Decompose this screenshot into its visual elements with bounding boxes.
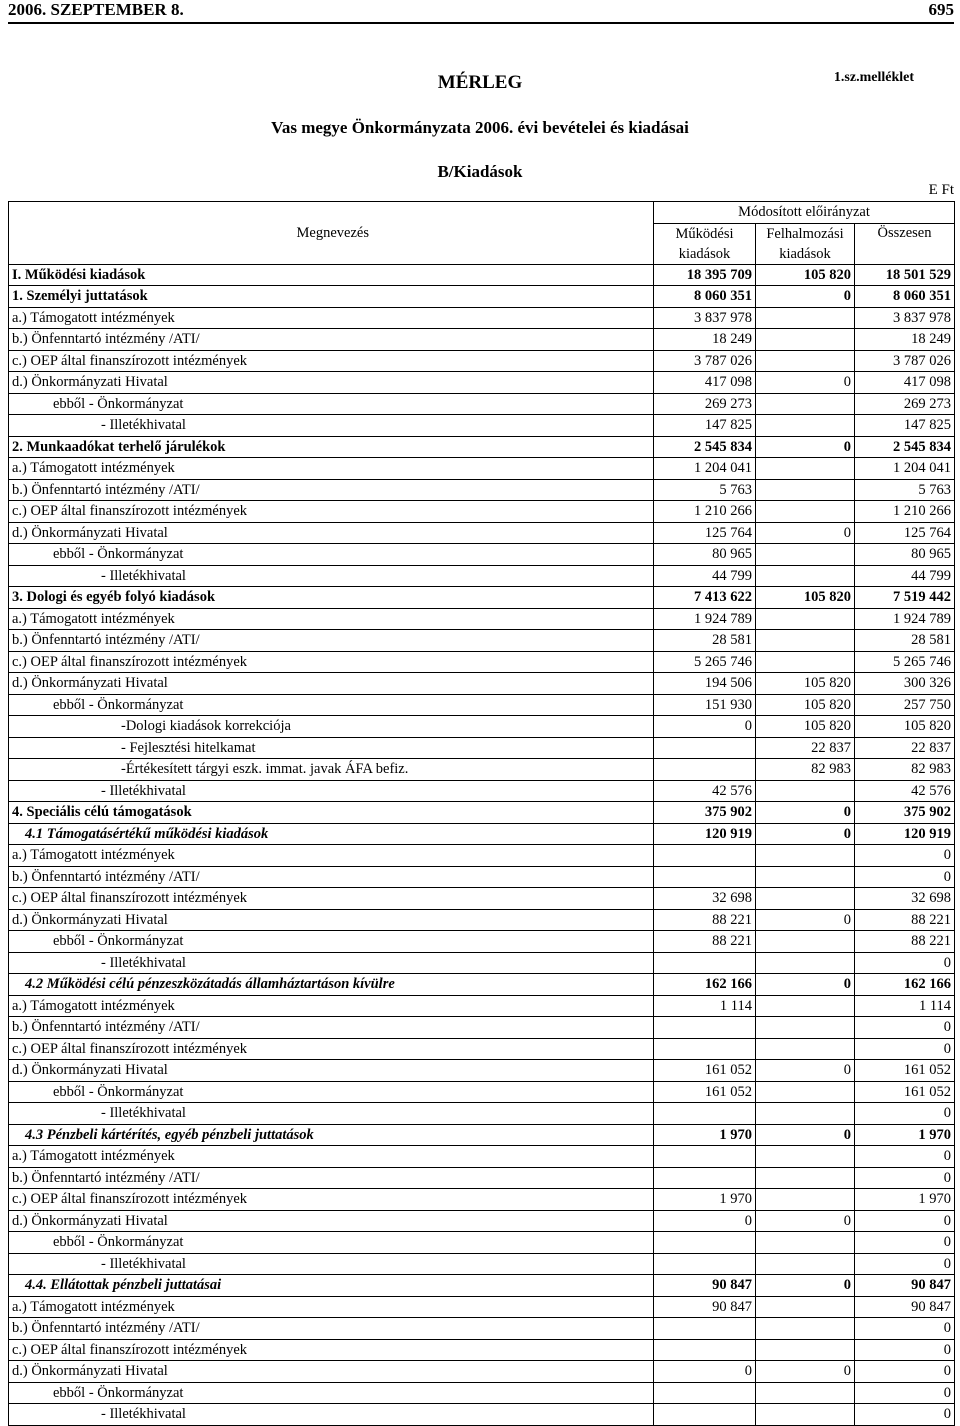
operating-value: 120 919	[654, 823, 756, 845]
total-value: 3 787 026	[855, 350, 955, 372]
capital-value	[756, 1103, 855, 1125]
document-subtitle: Vas megye Önkormányzata 2006. évi bevételei és kiadásai	[271, 118, 689, 137]
total-value: 161 052	[855, 1060, 955, 1082]
operating-value: 417 098	[654, 372, 756, 394]
table-row	[9, 286, 955, 308]
table-row	[9, 952, 955, 974]
capital-value: 0	[756, 1124, 855, 1146]
capital-value	[756, 1167, 855, 1189]
row-label: a.) Támogatott intézmények	[9, 995, 654, 1017]
capital-value	[756, 350, 855, 372]
operating-value: 7 413 622	[654, 587, 756, 609]
row-label: - Illetékhivatal	[9, 1103, 654, 1125]
column-header-total: Összesen	[855, 223, 955, 264]
operating-value	[654, 1318, 756, 1340]
row-label: 4.3 Pénzbeli kártérítés, egyéb pénzbeli juttatások	[9, 1124, 654, 1146]
table-row	[9, 780, 955, 802]
operating-value: 5 763	[654, 479, 756, 501]
row-label: d.) Önkormányzati Hivatal	[9, 1060, 654, 1082]
row-label: 3. Dologi és egyéb folyó kiadások	[9, 587, 654, 609]
table-row	[9, 651, 955, 673]
capital-value: 0	[756, 286, 855, 308]
table-row	[9, 393, 955, 415]
table-row	[9, 1081, 955, 1103]
header-date: 2006. SZEPTEMBER 8.	[8, 0, 184, 19]
row-label: 1. Személyi juttatások	[9, 286, 654, 308]
row-label: d.) Önkormányzati Hivatal	[9, 522, 654, 544]
operating-value: 1 114	[654, 995, 756, 1017]
table-row	[9, 1318, 955, 1340]
total-value: 375 902	[855, 802, 955, 824]
operating-value: 5 265 746	[654, 651, 756, 673]
operating-value	[654, 737, 756, 759]
total-value: 105 820	[855, 716, 955, 738]
total-value: 2 545 834	[855, 436, 955, 458]
operating-value: 90 847	[654, 1275, 756, 1297]
row-label: b.) Önfenntartó intézmény /ATI/	[9, 1318, 654, 1340]
row-label: a.) Támogatott intézmények	[9, 608, 654, 630]
row-label: c.) OEP által finanszírozott intézmények	[9, 888, 654, 910]
row-label: - Illetékhivatal	[9, 780, 654, 802]
row-label: - Fejlesztési hitelkamat	[9, 737, 654, 759]
total-value: 28 581	[855, 630, 955, 652]
operating-value: 1 970	[654, 1124, 756, 1146]
capital-value	[756, 1017, 855, 1039]
operating-value: 269 273	[654, 393, 756, 415]
capital-value: 0	[756, 1361, 855, 1383]
table-row	[9, 1124, 955, 1146]
table-row	[9, 737, 955, 759]
table-row	[9, 1361, 955, 1383]
operating-value: 151 930	[654, 694, 756, 716]
operating-value: 90 847	[654, 1296, 756, 1318]
row-label: c.) OEP által finanszírozott intézmények	[9, 1038, 654, 1060]
operating-value: 3 787 026	[654, 350, 756, 372]
page-header	[8, 0, 954, 24]
total-value: 125 764	[855, 522, 955, 544]
row-label: a.) Támogatott intézmények	[9, 845, 654, 867]
table-row	[9, 479, 955, 501]
table-row	[9, 1167, 955, 1189]
capital-value: 105 820	[756, 264, 855, 286]
table-row	[9, 974, 955, 996]
row-label: a.) Támogatott intézmények	[9, 1296, 654, 1318]
total-value: 80 965	[855, 544, 955, 566]
total-value: 88 221	[855, 909, 955, 931]
row-label: 4.2 Működési célú pénzeszközátadás államháztartáson kívülre	[9, 974, 654, 996]
total-value: 5 763	[855, 479, 955, 501]
capital-value: 0	[756, 1060, 855, 1082]
table-row	[9, 1210, 955, 1232]
table-row	[9, 1404, 955, 1426]
operating-value	[654, 845, 756, 867]
capital-value	[756, 1382, 855, 1404]
table-row	[9, 1038, 955, 1060]
total-value: 18 249	[855, 329, 955, 351]
total-value: 1 924 789	[855, 608, 955, 630]
table-row	[9, 1275, 955, 1297]
row-label: a.) Támogatott intézmények	[9, 1146, 654, 1168]
operating-value: 18 395 709	[654, 264, 756, 286]
operating-value: 0	[654, 716, 756, 738]
capital-value	[756, 1038, 855, 1060]
capital-value	[756, 845, 855, 867]
total-value: 22 837	[855, 737, 955, 759]
operating-value	[654, 1339, 756, 1361]
total-value: 0	[855, 1232, 955, 1254]
table-row	[9, 307, 955, 329]
document-title: MÉRLEG	[437, 72, 523, 93]
table-row	[9, 608, 955, 630]
total-value: 7 519 442	[855, 587, 955, 609]
operating-value: 32 698	[654, 888, 756, 910]
row-label: b.) Önfenntartó intézmény /ATI/	[9, 329, 654, 351]
total-value: 5 265 746	[855, 651, 955, 673]
table-row	[9, 458, 955, 480]
total-value: 300 326	[855, 673, 955, 695]
row-label: ebből - Önkormányzat	[9, 393, 654, 415]
operating-value: 0	[654, 1361, 756, 1383]
capital-value: 82 983	[756, 759, 855, 781]
column-group-header: Módosított előirányzat	[654, 202, 955, 224]
capital-value	[756, 888, 855, 910]
total-value: 0	[855, 1038, 955, 1060]
total-value: 0	[855, 866, 955, 888]
table-row	[9, 372, 955, 394]
table-row	[9, 1253, 955, 1275]
table-row	[9, 329, 955, 351]
operating-value: 42 576	[654, 780, 756, 802]
table-row	[9, 1103, 955, 1125]
capital-value: 0	[756, 1275, 855, 1297]
total-value: 0	[855, 845, 955, 867]
capital-value	[756, 780, 855, 802]
capital-value	[756, 995, 855, 1017]
table-row	[9, 1017, 955, 1039]
operating-value: 1 210 266	[654, 501, 756, 523]
total-value: 1 114	[855, 995, 955, 1017]
capital-value: 0	[756, 802, 855, 824]
operating-value	[654, 759, 756, 781]
capital-value	[756, 1296, 855, 1318]
capital-value	[756, 1232, 855, 1254]
capital-value	[756, 458, 855, 480]
column-header-name: Megnevezés	[9, 202, 654, 265]
total-value: 0	[855, 1318, 955, 1340]
total-value: 147 825	[855, 415, 955, 437]
operating-value	[654, 1103, 756, 1125]
capital-value	[756, 479, 855, 501]
table-row	[9, 544, 955, 566]
table-row	[9, 501, 955, 523]
row-label: a.) Támogatott intézmények	[9, 307, 654, 329]
table-row	[9, 630, 955, 652]
operating-value: 3 837 978	[654, 307, 756, 329]
column-header-capital: Felhalmozási kiadások	[756, 223, 855, 264]
total-value: 90 847	[855, 1275, 955, 1297]
total-value: 0	[855, 1103, 955, 1125]
total-value: 269 273	[855, 393, 955, 415]
row-label: ebből - Önkormányzat	[9, 694, 654, 716]
row-label: ebből - Önkormányzat	[9, 931, 654, 953]
capital-value: 105 820	[756, 694, 855, 716]
total-value: 120 919	[855, 823, 955, 845]
capital-value	[756, 952, 855, 974]
capital-value	[756, 393, 855, 415]
table-row	[9, 350, 955, 372]
capital-value	[756, 501, 855, 523]
operating-value	[654, 866, 756, 888]
unit-label: E Ft	[928, 182, 954, 198]
operating-value: 88 221	[654, 931, 756, 953]
row-label: - Illetékhivatal	[9, 565, 654, 587]
capital-value: 0	[756, 1210, 855, 1232]
table-row	[9, 716, 955, 738]
table-row	[9, 694, 955, 716]
row-label: 4. Speciális célú támogatások	[9, 802, 654, 824]
total-value: 90 847	[855, 1296, 955, 1318]
total-value: 8 060 351	[855, 286, 955, 308]
capital-value: 0	[756, 974, 855, 996]
total-value: 88 221	[855, 931, 955, 953]
capital-value	[756, 1146, 855, 1168]
row-label: - Illetékhivatal	[9, 1404, 654, 1426]
capital-value	[756, 307, 855, 329]
operating-value: 1 924 789	[654, 608, 756, 630]
operating-value	[654, 1167, 756, 1189]
capital-value	[756, 866, 855, 888]
row-label: c.) OEP által finanszírozott intézmények	[9, 350, 654, 372]
table-row	[9, 1296, 955, 1318]
operating-value: 18 249	[654, 329, 756, 351]
total-value: 32 698	[855, 888, 955, 910]
row-label: b.) Önfenntartó intézmény /ATI/	[9, 479, 654, 501]
operating-value: 80 965	[654, 544, 756, 566]
table-row	[9, 802, 955, 824]
capital-value	[756, 565, 855, 587]
total-value: 18 501 529	[855, 264, 955, 286]
capital-value	[756, 1189, 855, 1211]
table-row	[9, 1339, 955, 1361]
total-value: 162 166	[855, 974, 955, 996]
table-row	[9, 909, 955, 931]
capital-value: 105 820	[756, 716, 855, 738]
row-label: d.) Önkormányzati Hivatal	[9, 909, 654, 931]
capital-value: 105 820	[756, 673, 855, 695]
total-value: 0	[855, 1382, 955, 1404]
row-label: ebből - Önkormányzat	[9, 1382, 654, 1404]
operating-value: 161 052	[654, 1081, 756, 1103]
table-row	[9, 522, 955, 544]
operating-value: 0	[654, 1210, 756, 1232]
capital-value	[756, 651, 855, 673]
operating-value	[654, 1253, 756, 1275]
total-value: 0	[855, 1146, 955, 1168]
capital-value: 0	[756, 372, 855, 394]
table-row	[9, 866, 955, 888]
row-label: ebből - Önkormányzat	[9, 544, 654, 566]
row-label: a.) Támogatott intézmények	[9, 458, 654, 480]
total-value: 0	[855, 1167, 955, 1189]
row-label: b.) Önfenntartó intézmény /ATI/	[9, 1167, 654, 1189]
operating-value	[654, 1382, 756, 1404]
total-value: 0	[855, 1253, 955, 1275]
capital-value: 0	[756, 823, 855, 845]
table-row	[9, 888, 955, 910]
page-number: 695	[928, 0, 954, 19]
total-value: 1 210 266	[855, 501, 955, 523]
row-label: c.) OEP által finanszírozott intézmények	[9, 1339, 654, 1361]
operating-value: 125 764	[654, 522, 756, 544]
capital-value	[756, 931, 855, 953]
row-label: - Illetékhivatal	[9, 952, 654, 974]
table-row	[9, 1146, 955, 1168]
total-value: 0	[855, 1404, 955, 1426]
row-label: - Illetékhivatal	[9, 415, 654, 437]
capital-value: 0	[756, 436, 855, 458]
total-value: 1 204 041	[855, 458, 955, 480]
attachment-label: 1.sz.melléklet	[833, 70, 914, 85]
capital-value	[756, 1404, 855, 1426]
expenditure-table	[8, 201, 955, 1426]
section-title: B/Kiadások	[437, 162, 523, 181]
capital-value	[756, 630, 855, 652]
operating-value: 375 902	[654, 802, 756, 824]
table-row	[9, 264, 955, 286]
row-label: -Értékesített tárgyi eszk. immat. javak ÁFA befiz.	[9, 759, 654, 781]
total-value: 1 970	[855, 1189, 955, 1211]
row-label: ebből - Önkormányzat	[9, 1081, 654, 1103]
row-label: - Illetékhivatal	[9, 1253, 654, 1275]
row-label: -Dologi kiadások korrekciója	[9, 716, 654, 738]
table-row	[9, 436, 955, 458]
table-row	[9, 587, 955, 609]
operating-value	[654, 1017, 756, 1039]
row-label: b.) Önfenntartó intézmény /ATI/	[9, 866, 654, 888]
row-label: ebből - Önkormányzat	[9, 1232, 654, 1254]
total-value: 1 970	[855, 1124, 955, 1146]
operating-value	[654, 1146, 756, 1168]
operating-value: 2 545 834	[654, 436, 756, 458]
total-value: 0	[855, 952, 955, 974]
table-row	[9, 673, 955, 695]
table-row	[9, 1232, 955, 1254]
column-header-operating: Működési kiadások	[654, 223, 756, 264]
operating-value: 88 221	[654, 909, 756, 931]
total-value: 0	[855, 1339, 955, 1361]
operating-value: 194 506	[654, 673, 756, 695]
row-label: c.) OEP által finanszírozott intézmények	[9, 1189, 654, 1211]
capital-value	[756, 1253, 855, 1275]
capital-value: 105 820	[756, 587, 855, 609]
capital-value: 0	[756, 522, 855, 544]
total-value: 0	[855, 1017, 955, 1039]
table-row	[9, 565, 955, 587]
total-value: 0	[855, 1361, 955, 1383]
operating-value	[654, 952, 756, 974]
total-value: 82 983	[855, 759, 955, 781]
total-value: 417 098	[855, 372, 955, 394]
total-value: 3 837 978	[855, 307, 955, 329]
table-row	[9, 1382, 955, 1404]
table-row	[9, 995, 955, 1017]
row-label: 4.4. Ellátottak pénzbeli juttatásai	[9, 1275, 654, 1297]
total-value: 0	[855, 1210, 955, 1232]
table-row	[9, 823, 955, 845]
table-row	[9, 415, 955, 437]
capital-value	[756, 1339, 855, 1361]
row-label: I. Működési kiadások	[9, 264, 654, 286]
capital-value	[756, 415, 855, 437]
table-row	[9, 1189, 955, 1211]
row-label: b.) Önfenntartó intézmény /ATI/	[9, 630, 654, 652]
total-value: 44 799	[855, 565, 955, 587]
capital-value	[756, 1318, 855, 1340]
table-row	[9, 931, 955, 953]
operating-value: 1 970	[654, 1189, 756, 1211]
total-value: 161 052	[855, 1081, 955, 1103]
capital-value: 22 837	[756, 737, 855, 759]
operating-value: 147 825	[654, 415, 756, 437]
capital-value	[756, 329, 855, 351]
operating-value	[654, 1038, 756, 1060]
operating-value: 162 166	[654, 974, 756, 996]
operating-value: 28 581	[654, 630, 756, 652]
capital-value: 0	[756, 909, 855, 931]
row-label: b.) Önfenntartó intézmény /ATI/	[9, 1017, 654, 1039]
row-label: d.) Önkormányzati Hivatal	[9, 372, 654, 394]
operating-value	[654, 1232, 756, 1254]
total-value: 257 750	[855, 694, 955, 716]
capital-value	[756, 608, 855, 630]
operating-value: 1 204 041	[654, 458, 756, 480]
row-label: 2. Munkaadókat terhelő járulékok	[9, 436, 654, 458]
operating-value: 8 060 351	[654, 286, 756, 308]
operating-value	[654, 1404, 756, 1426]
table-row	[9, 1060, 955, 1082]
operating-value: 161 052	[654, 1060, 756, 1082]
row-label: d.) Önkormányzati Hivatal	[9, 673, 654, 695]
row-label: d.) Önkormányzati Hivatal	[9, 1361, 654, 1383]
row-label: c.) OEP által finanszírozott intézmények	[9, 501, 654, 523]
row-label: 4.1 Támogatásértékű működési kiadások	[9, 823, 654, 845]
table-row	[9, 759, 955, 781]
capital-value	[756, 544, 855, 566]
row-label: c.) OEP által finanszírozott intézmények	[9, 651, 654, 673]
row-label: d.) Önkormányzati Hivatal	[9, 1210, 654, 1232]
total-value: 42 576	[855, 780, 955, 802]
capital-value	[756, 1081, 855, 1103]
operating-value: 44 799	[654, 565, 756, 587]
table-row	[9, 845, 955, 867]
